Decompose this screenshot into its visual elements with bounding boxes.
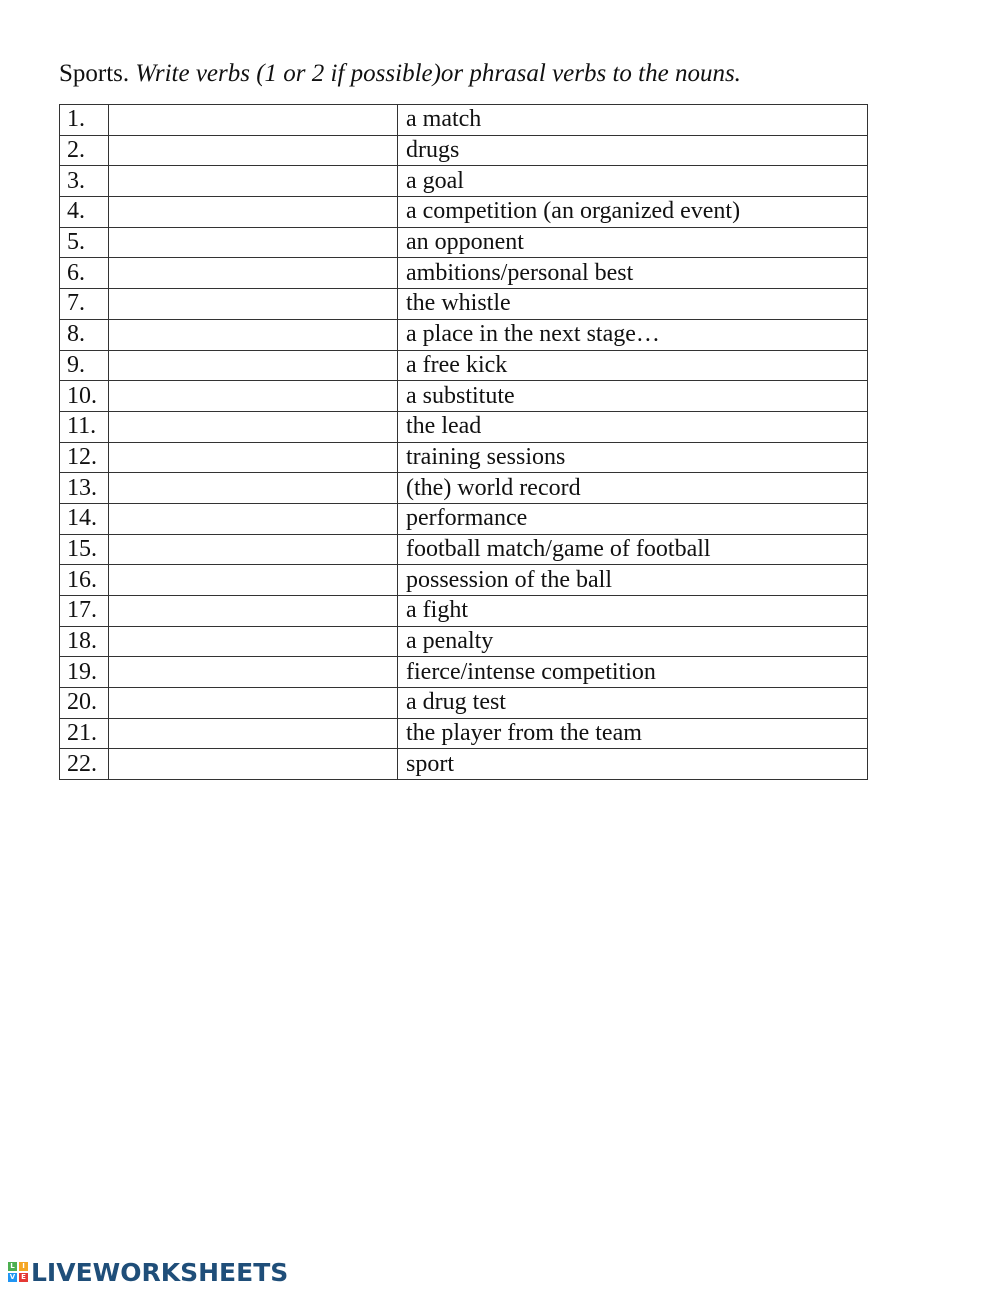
row-number: 11. xyxy=(60,411,109,442)
table-row xyxy=(60,596,868,627)
row-number: 9. xyxy=(60,350,109,381)
answer-input[interactable] xyxy=(109,504,397,532)
answer-cell xyxy=(109,626,398,657)
liveworksheets-brand xyxy=(8,1257,288,1287)
logo-letter: I xyxy=(19,1262,28,1271)
answer-input[interactable] xyxy=(109,105,397,133)
row-number: 16. xyxy=(60,565,109,596)
row-number: 18. xyxy=(60,626,109,657)
table-row xyxy=(60,657,868,688)
answer-cell xyxy=(109,503,398,534)
table-row xyxy=(60,411,868,442)
answer-cell xyxy=(109,105,398,136)
answer-cell xyxy=(109,473,398,504)
answer-cell xyxy=(109,657,398,688)
answer-cell xyxy=(109,381,398,412)
answer-input[interactable] xyxy=(109,719,397,747)
table-row xyxy=(60,442,868,473)
noun-cell: (the) world record xyxy=(398,473,868,504)
table-row xyxy=(60,319,868,350)
logo-letter: L xyxy=(8,1262,17,1271)
answer-cell xyxy=(109,258,398,289)
liveworksheets-logo-icon xyxy=(8,1262,28,1282)
noun-cell: possession of the ball xyxy=(398,565,868,596)
row-number: 13. xyxy=(60,473,109,504)
answer-cell xyxy=(109,688,398,719)
answer-cell xyxy=(109,135,398,166)
row-number: 14. xyxy=(60,503,109,534)
answer-cell xyxy=(109,718,398,749)
noun-cell: an opponent xyxy=(398,227,868,258)
noun-cell: the lead xyxy=(398,411,868,442)
noun-cell: training sessions xyxy=(398,442,868,473)
noun-cell: a goal xyxy=(398,166,868,197)
answer-input[interactable] xyxy=(109,688,397,716)
answer-input[interactable] xyxy=(109,351,397,379)
noun-cell: a free kick xyxy=(398,350,868,381)
table-row xyxy=(60,473,868,504)
noun-cell: a penalty xyxy=(398,626,868,657)
worksheet-heading xyxy=(59,58,741,90)
answer-cell xyxy=(109,411,398,442)
answer-input[interactable] xyxy=(109,566,397,594)
answer-cell xyxy=(109,319,398,350)
answer-cell xyxy=(109,227,398,258)
row-number: 20. xyxy=(60,688,109,719)
row-number: 3. xyxy=(60,166,109,197)
noun-cell: a match xyxy=(398,105,868,136)
answer-input[interactable] xyxy=(109,228,397,256)
row-number: 5. xyxy=(60,227,109,258)
heading-instruction: Write verbs (1 or 2 if possible)or phrasal verbs to the nouns. xyxy=(135,60,741,87)
noun-cell: the player from the team xyxy=(398,718,868,749)
answer-cell xyxy=(109,289,398,320)
row-number: 7. xyxy=(60,289,109,320)
answer-cell xyxy=(109,565,398,596)
answer-cell xyxy=(109,596,398,627)
noun-cell: a substitute xyxy=(398,381,868,412)
table-row xyxy=(60,166,868,197)
noun-cell: sport xyxy=(398,749,868,780)
answer-input[interactable] xyxy=(109,750,397,778)
answer-input[interactable] xyxy=(109,596,397,624)
logo-letter: E xyxy=(19,1273,28,1282)
table-row xyxy=(60,227,868,258)
answer-cell xyxy=(109,166,398,197)
table-row xyxy=(60,718,868,749)
row-number: 22. xyxy=(60,749,109,780)
table-row xyxy=(60,381,868,412)
table-row xyxy=(60,197,868,228)
row-number: 10. xyxy=(60,381,109,412)
table-row xyxy=(60,105,868,136)
noun-cell: ambitions/personal best xyxy=(398,258,868,289)
noun-cell: a place in the next stage… xyxy=(398,319,868,350)
table-row xyxy=(60,135,868,166)
brand-name: LIVEWORKSHEETS xyxy=(31,1257,289,1287)
row-number: 15. xyxy=(60,534,109,565)
answer-input[interactable] xyxy=(109,474,397,502)
noun-cell: the whistle xyxy=(398,289,868,320)
row-number: 8. xyxy=(60,319,109,350)
table-row xyxy=(60,749,868,780)
row-number: 12. xyxy=(60,442,109,473)
table-row xyxy=(60,565,868,596)
table-row xyxy=(60,289,868,320)
answer-cell xyxy=(109,534,398,565)
noun-cell: performance xyxy=(398,503,868,534)
row-number: 21. xyxy=(60,718,109,749)
answer-input[interactable] xyxy=(109,658,397,686)
heading-topic: Sports. xyxy=(59,60,130,87)
answer-input[interactable] xyxy=(109,627,397,655)
answer-input[interactable] xyxy=(109,136,397,164)
logo-letter: V xyxy=(9,1273,16,1281)
row-number: 1. xyxy=(60,105,109,136)
table-row xyxy=(60,503,868,534)
noun-cell: a competition (an organized event) xyxy=(398,197,868,228)
table-row xyxy=(60,350,868,381)
table-row xyxy=(60,534,868,565)
answer-input[interactable] xyxy=(109,382,397,410)
noun-cell: drugs xyxy=(398,135,868,166)
answer-input[interactable] xyxy=(109,320,397,348)
answer-input[interactable] xyxy=(109,259,397,287)
answer-input[interactable] xyxy=(109,535,397,563)
row-number: 17. xyxy=(60,596,109,627)
noun-cell: a drug test xyxy=(398,688,868,719)
row-number: 4. xyxy=(60,197,109,228)
answer-input[interactable] xyxy=(109,289,397,317)
table-row xyxy=(60,688,868,719)
answer-cell xyxy=(109,197,398,228)
table-row xyxy=(60,258,868,289)
answer-input[interactable] xyxy=(109,197,397,225)
noun-cell: football match/game of football xyxy=(398,534,868,565)
answer-cell xyxy=(109,749,398,780)
answer-input[interactable] xyxy=(109,167,397,195)
answer-cell xyxy=(109,442,398,473)
answer-input[interactable] xyxy=(109,412,397,440)
row-number: 19. xyxy=(60,657,109,688)
row-number: 2. xyxy=(60,135,109,166)
row-number: 6. xyxy=(60,258,109,289)
answer-input[interactable] xyxy=(109,443,397,471)
noun-cell: a fight xyxy=(398,596,868,627)
answer-cell xyxy=(109,350,398,381)
noun-cell: fierce/intense competition xyxy=(398,657,868,688)
exercise-table xyxy=(59,104,868,780)
table-row xyxy=(60,626,868,657)
